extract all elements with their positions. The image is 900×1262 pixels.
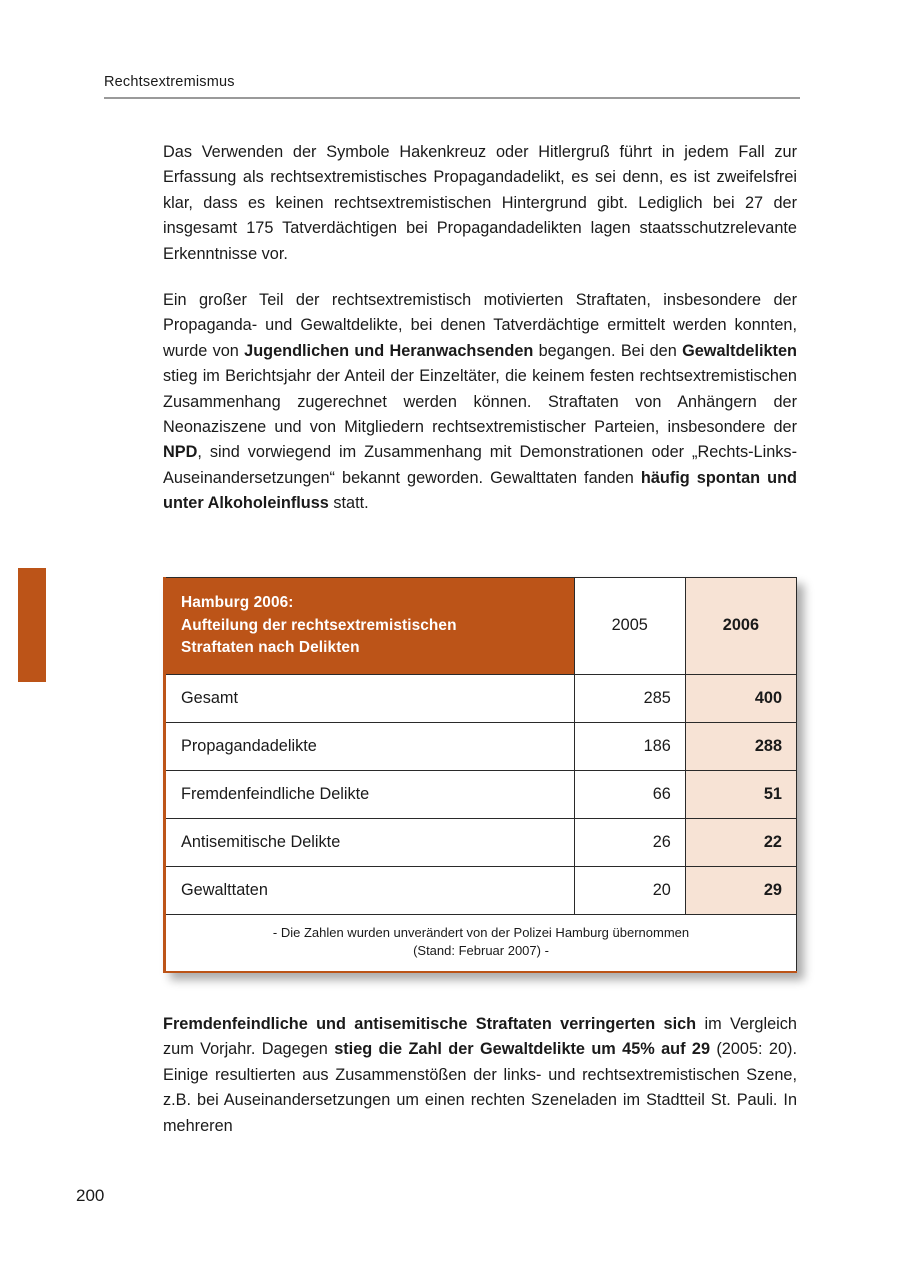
table-row	[165, 770, 797, 818]
row-label: Propagandadelikte	[165, 722, 575, 770]
paragraph-3-bold-increase: stieg die Zahl der Gewaltdelikte um 45% auf 29	[334, 1040, 711, 1059]
table-title-line-3: Straftaten nach Delikten	[181, 639, 360, 656]
statistics-table	[163, 577, 797, 973]
section-side-tab	[18, 568, 46, 682]
row-label: Fremdenfeindliche Delikte	[165, 770, 575, 818]
paragraph-2-bold-violent-crimes: Gewaltdelikten	[682, 341, 797, 360]
table-source-note	[165, 914, 797, 972]
running-head-title: Rechtsextremismus	[104, 74, 235, 90]
statistics-table-container	[163, 577, 797, 973]
table-note-line-2: (Stand: Februar 2007) -	[413, 943, 549, 958]
table-title-line-2: Aufteilung der rechtsextremistischen	[181, 616, 457, 634]
row-value-2006: 29	[685, 866, 796, 914]
row-value-2006: 22	[685, 818, 796, 866]
paragraph-3-bold-decline: Fremdenfeindliche und antisemitische Straftaten verringerten sich	[163, 1015, 697, 1033]
table-row	[165, 722, 797, 770]
row-value-2005: 285	[574, 674, 685, 722]
column-header-2005: 2005	[574, 578, 685, 675]
paragraph-1-text: Das Verwenden der Symbole Hakenkreuz oder Hitlergruß führt in jedem Fall zur Erfassung als rechtsextremistisches Propagandadelikt, es sei denn, es ist zweifelsfrei klar, dass es keinen rechtsextremistischen Hintergrund gibt. Lediglich bei 27 der insgesamt 175 Tatverdächtigen bei Propagandadelikten lagen staatsschutzrelevante Erkenntnisse vor.	[163, 143, 797, 263]
paragraph-2-segment-2: begangen. Bei den	[533, 341, 683, 360]
row-label: Gewalttaten	[165, 866, 575, 914]
table-note-line-1: - Die Zahlen wurden unverändert von der Polizei Hamburg übernommen	[272, 924, 690, 940]
table-header	[165, 578, 797, 675]
row-value-2006: 51	[685, 770, 796, 818]
closing-text-column	[163, 1012, 797, 1139]
table-row	[165, 818, 797, 866]
paragraph-2-segment-3: stieg im Berichtsjahr der Anteil der Einzeltäter, die keinem festen rechtsextremistischen Zusammenhang zugerechnet werden können. Straftaten von Anhängern der Neonaziszene und von Mitgliedern rechtsextremistischer Parteien, insbesondere der	[163, 367, 797, 437]
row-label: Antisemitische Delikte	[165, 818, 575, 866]
paragraph-2-bold-npd: NPD	[163, 443, 198, 462]
row-value-2005: 26	[574, 818, 685, 866]
paragraph-2-bold-youth: Jugendlichen und Heranwachsenden	[244, 341, 534, 360]
paragraph-2	[163, 288, 797, 517]
table-footer	[165, 914, 797, 972]
paragraph-2-segment-1: Ein großer Teil der rechtsextremistisch motivierten Straftaten, insbesondere der Propaganda- und Gewaltdelikte, bei denen Tatverdächtige ermittelt werden konnten, wurde von	[163, 291, 797, 360]
table-row	[165, 866, 797, 914]
row-value-2006: 400	[685, 674, 796, 722]
paragraph-2-segment-5: statt.	[328, 494, 369, 513]
row-label: Gesamt	[165, 674, 575, 722]
body-text-column	[163, 140, 797, 517]
row-value-2005: 20	[574, 866, 685, 914]
table-header-row	[165, 578, 797, 675]
paragraph-1	[163, 140, 797, 267]
paragraph-3	[163, 1012, 797, 1139]
row-value-2005: 66	[574, 770, 685, 818]
paragraph-3-segment-2: (2005: 20). Einige resultierten aus Zusammenstößen der links- und rechtsextremistischen Szene, z.B. bei Auseinandersetzungen um einen rechten Szeneladen im Stadtteil St. Pauli. In mehreren	[163, 1040, 797, 1135]
row-value-2006: 288	[685, 722, 796, 770]
table-body	[165, 674, 797, 914]
running-head	[104, 74, 800, 99]
page-number: 200	[76, 1186, 105, 1205]
paragraph-2-bold-alcohol: häufig spontan und unter Alkoholeinfluss	[163, 468, 797, 513]
table-title-line-1: Hamburg 2006:	[181, 594, 294, 611]
row-value-2005: 186	[574, 722, 685, 770]
header-divider	[104, 97, 800, 99]
table-note-row	[165, 914, 797, 972]
table-row	[165, 674, 797, 722]
table-title-cell	[165, 578, 575, 675]
column-header-2006: 2006	[685, 578, 796, 675]
paragraph-3-segment-1: im Vergleich zum Vorjahr. Dagegen	[163, 1015, 797, 1059]
paragraph-2-segment-4: , sind vorwiegend im Zusammenhang mit Demonstrationen oder „Rechts-Links-Auseinandersetzungen“ bekannt geworden. Gewalttaten fanden	[163, 443, 797, 487]
